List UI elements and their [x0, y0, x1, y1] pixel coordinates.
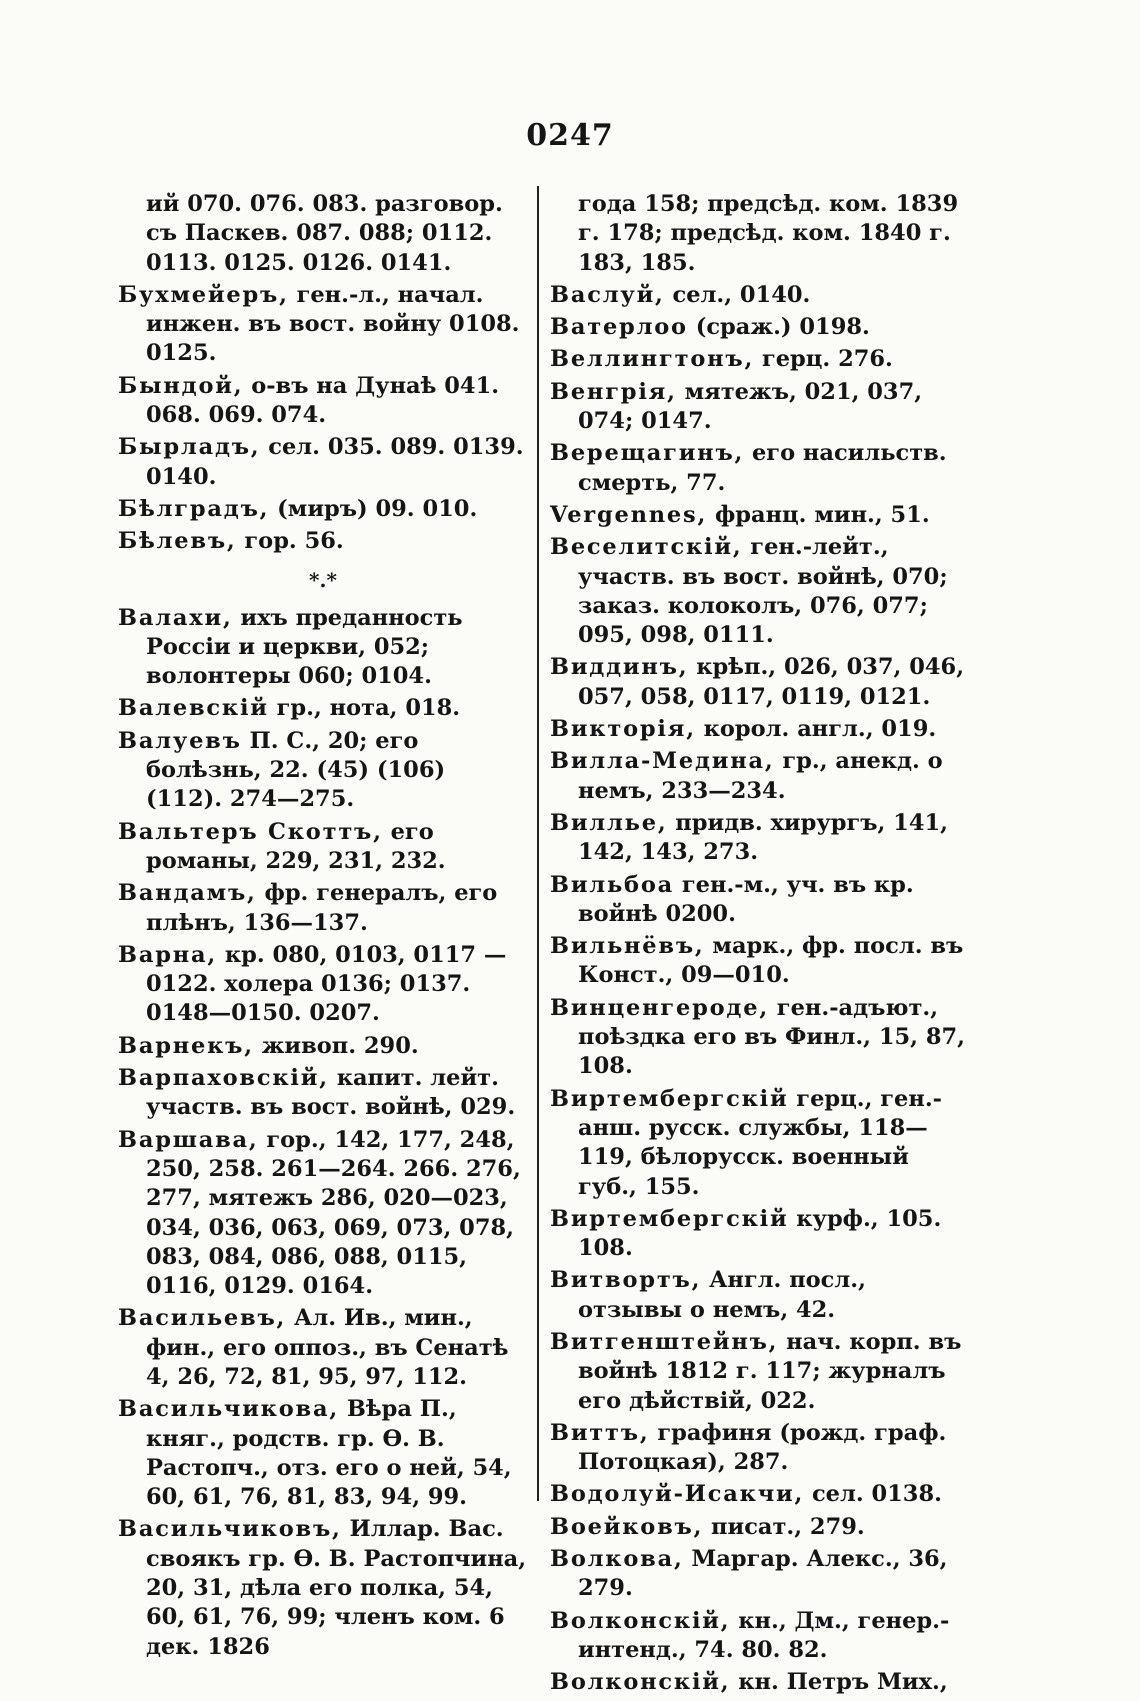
entry-text: нач. корп. въ войнѣ 1812 г. 117; журналъ его дѣйствій, 022. [578, 1328, 962, 1414]
entry-text: его насильств. смерть, 77. [578, 440, 947, 496]
entry-text: (сраж.) 0198. [687, 314, 870, 341]
index-entry [550, 1266, 968, 1325]
index-column-left [118, 190, 528, 1665]
entry-headword: Vergennes, [550, 501, 708, 528]
entry-text: графиня (рожд. граф. Потоцкая), 287. [578, 1419, 947, 1476]
entry-headword: Викторія, [550, 716, 696, 743]
entry-headword: Вильнёвъ, [550, 933, 705, 960]
page-number: 0247 [526, 118, 614, 153]
entry-headword: Виртембергскій [550, 1205, 789, 1232]
entry-headword: Виртембергскій [550, 1085, 789, 1112]
entry-headword: Витгенштейнъ, [550, 1328, 779, 1355]
entry-text: Вѣра П., княг., родств. гр. Ѳ. В. Растопч., отз. его о ней, 54, 60, 61, 76, 81, 83, 94, 99. [146, 1396, 512, 1511]
entry-text: кр. 080, 0103, 0117 — 0122. холера 0136; 0137. 0148—0150. 0207. [146, 941, 507, 1027]
entry-headword: Варна, [118, 941, 218, 968]
index-entry [550, 932, 968, 991]
index-entry [550, 1607, 968, 1666]
entry-headword: Витвортъ, [550, 1267, 702, 1294]
entry-text: его романы, 229, 231, 232. [146, 818, 446, 874]
entry-text: Ал. Ив., мин., фин., его оппоз., въ Сенатѣ 4, 26, 72, 81, 95, 97, 112. [146, 1305, 509, 1390]
entry-text: марк., фр. посл. въ Конст., 09—010. [578, 933, 964, 989]
index-entry [550, 439, 968, 498]
entry-headword: Вандамъ, [118, 880, 257, 907]
index-entry [550, 1328, 968, 1416]
entry-headword: Бырладъ, [118, 434, 261, 461]
entry-text: гр., нота, 018. [268, 695, 461, 722]
column-divider [537, 186, 539, 1501]
entry-text: сел. 035. 089. 0139. 0140. [146, 434, 524, 490]
entry-headword: Варпаховскій, [118, 1065, 329, 1092]
entry-headword: Васильчиковъ, [118, 1516, 342, 1543]
index-entry [550, 994, 968, 1082]
index-entry [550, 313, 968, 342]
entry-headword: Валевскій [118, 695, 269, 722]
index-entry [118, 281, 528, 369]
entry-headword: Верещагинъ, [550, 440, 745, 467]
entry-headword: Валуевъ [118, 727, 242, 754]
index-entry [550, 1513, 968, 1542]
entry-text: капит. лейт. участв. въ вост. войнѣ, 029. [146, 1065, 516, 1121]
index-entry [550, 501, 968, 530]
entry-text: придв. хирургъ, 141, 142, 143, 273. [578, 809, 948, 866]
entry-text: живоп. 290. [253, 1032, 419, 1059]
entry-text: ий 070. 076. 083. разговор. съ Паскев. 087. 088; 0112. 0113. 0125. 0126. 0141. [146, 191, 503, 276]
entry-text: мятежъ, 021, 037, 074; 0147. [578, 378, 923, 435]
entry-text: П. С., 20; его болѣзнь, 22. (45) (106) (112). 274—275. [146, 727, 446, 813]
entry-text: ген.-лейт., участв. въ вост. войнѣ, 070; заказ. колоколъ, 076, 077; 095, 098, 0111. [578, 534, 948, 649]
index-entry [118, 604, 528, 692]
index-entry [550, 190, 968, 278]
index-entry [550, 1668, 968, 1697]
entry-text: Иллар. Вас. своякъ гр. Ѳ. В. Растопчина, 20, 31, дѣла его полка, 54, 60, 61, 76, 99; членъ ком. 6 дек. 1826 [146, 1516, 527, 1660]
entry-headword: Волкова, [550, 1546, 684, 1573]
entry-text: ихъ преданность Россіи и церкви, 052; волонтеры 060; 0104. [146, 604, 463, 690]
index-entry [118, 1515, 528, 1661]
entry-text: гр., анекд. о немъ, 233—234. [578, 748, 943, 804]
entry-text: года 158; предсѣд. ком. 1839 г. 178; предсѣд. ком. 1840 г. 183, 185. [578, 191, 959, 276]
entry-headword: Воейковъ, [550, 1513, 704, 1540]
entry-text: (миръ) 09. 010. [269, 495, 478, 522]
entry-headword: Бухмейеръ, [118, 281, 289, 308]
index-entry [118, 190, 528, 278]
entry-headword: Валахи, [118, 604, 233, 631]
index-entry [550, 1545, 968, 1604]
entry-headword: Виддинъ, [550, 654, 689, 681]
index-entry [550, 1205, 968, 1264]
index-entry [118, 1032, 528, 1061]
entry-headword: Водолуй-Исакчи, [550, 1481, 805, 1508]
entry-text: кн. Петръ Мих., [730, 1669, 948, 1696]
entry-headword: Вальтеръ Скоттъ, [118, 818, 383, 845]
entry-headword: Васильевъ, [118, 1305, 287, 1332]
entry-text: Англ. посл., отзывы о немъ, 42. [578, 1267, 866, 1323]
entry-text: корол. англ., 019. [695, 716, 937, 743]
entry-text: курф., 105. 108. [578, 1205, 942, 1262]
index-entry [118, 495, 528, 524]
entry-headword: Бѣлградъ, [118, 495, 270, 522]
entry-text: франц. мин., 51. [707, 501, 930, 528]
entry-headword: Ватерлоо [550, 314, 688, 341]
entry-headword: Веллингтонъ, [550, 346, 755, 373]
index-entry [550, 533, 968, 650]
index-entry [550, 809, 968, 868]
entry-headword: Веселитскій, [550, 534, 743, 561]
entry-headword: Бындой, [118, 372, 244, 399]
entry-text: герц., ген.-анш. русск. службы, 118—119, бѣлорусск. военный губ., 155. [578, 1085, 943, 1200]
section-separator: *.* [309, 567, 337, 592]
entry-text: сел., 0140. [664, 281, 811, 308]
entry-text: Маргар. Алекс., 36, 279. [578, 1546, 948, 1602]
entry-text: фр. генералъ, его плѣнъ, 136—137. [146, 880, 498, 936]
entry-headword: Винценгероде, [550, 994, 769, 1021]
index-entry [550, 1085, 968, 1202]
index-entry [118, 1064, 528, 1123]
index-entry [118, 941, 528, 1029]
index-entry [550, 281, 968, 310]
index-entry [118, 727, 528, 815]
entry-text: кн., Дм., генер.-интенд., 74. 80. 82. [578, 1607, 950, 1663]
entry-headword: Васильчикова, [118, 1396, 339, 1423]
entry-headword: Волконскій, [550, 1669, 731, 1696]
entry-headword: Венгрія, [550, 378, 677, 405]
entry-headword: Вильбоа [550, 871, 675, 898]
entry-text: гор. 56. [236, 528, 344, 555]
entry-headword: Вилла-Медина, [550, 748, 775, 775]
index-entry [118, 372, 528, 431]
index-entry [550, 1480, 968, 1509]
entry-text: ген.-адъют., поѣздка его въ Финл., 15, 87, 108. [578, 994, 965, 1080]
index-entry [118, 527, 528, 556]
index-entry [118, 694, 528, 723]
entry-text: о-въ на Дунаѣ 041. 068. 069. 074. [146, 372, 500, 429]
entry-headword: Бѣлевъ, [118, 528, 237, 555]
entry-text: сел. 0138. [804, 1481, 942, 1508]
entry-text: писат., 279. [703, 1513, 865, 1540]
index-column-right [550, 190, 968, 1701]
index-entry [550, 715, 968, 744]
entry-headword: Вaслуй, [550, 281, 665, 308]
entry-text: гор., 142, 177, 248, 250, 258. 261—264. 266. 276, 277, мятежъ 286, 020—023, 034, 036, 063, 069, 073, 078, 083, 084, 086, 088, 0115, 0116, 0129. 0164. [146, 1126, 521, 1300]
index-entry [550, 871, 968, 930]
entry-headword: Волконскій, [550, 1607, 731, 1634]
index-entry [118, 879, 528, 938]
entry-text: ген.-м., уч. въ кр. войнѣ 0200. [578, 871, 914, 927]
index-entry [118, 1395, 528, 1512]
entry-headword: Варнекъ, [118, 1032, 254, 1059]
entry-headword: Виттъ, [550, 1419, 650, 1446]
entry-text: крѣп., 026, 037, 046, 057, 058, 0117, 0119, 0121. [578, 654, 965, 710]
index-entry [550, 653, 968, 712]
index-entry [118, 1126, 528, 1302]
entry-text: ген.-л., начал. инжен. въ вост. войну 0108. 0125. [146, 281, 520, 367]
index-entry [118, 433, 528, 492]
index-entry [550, 345, 968, 374]
index-entry [118, 1304, 528, 1392]
index-entry [118, 818, 528, 877]
index-entry [550, 378, 968, 437]
entry-text: герц. 276. [754, 346, 893, 373]
entry-headword: Варшава, [118, 1126, 259, 1153]
entry-headword: Виллье, [550, 809, 668, 836]
index-entry [550, 1419, 968, 1478]
index-entry [550, 747, 968, 806]
